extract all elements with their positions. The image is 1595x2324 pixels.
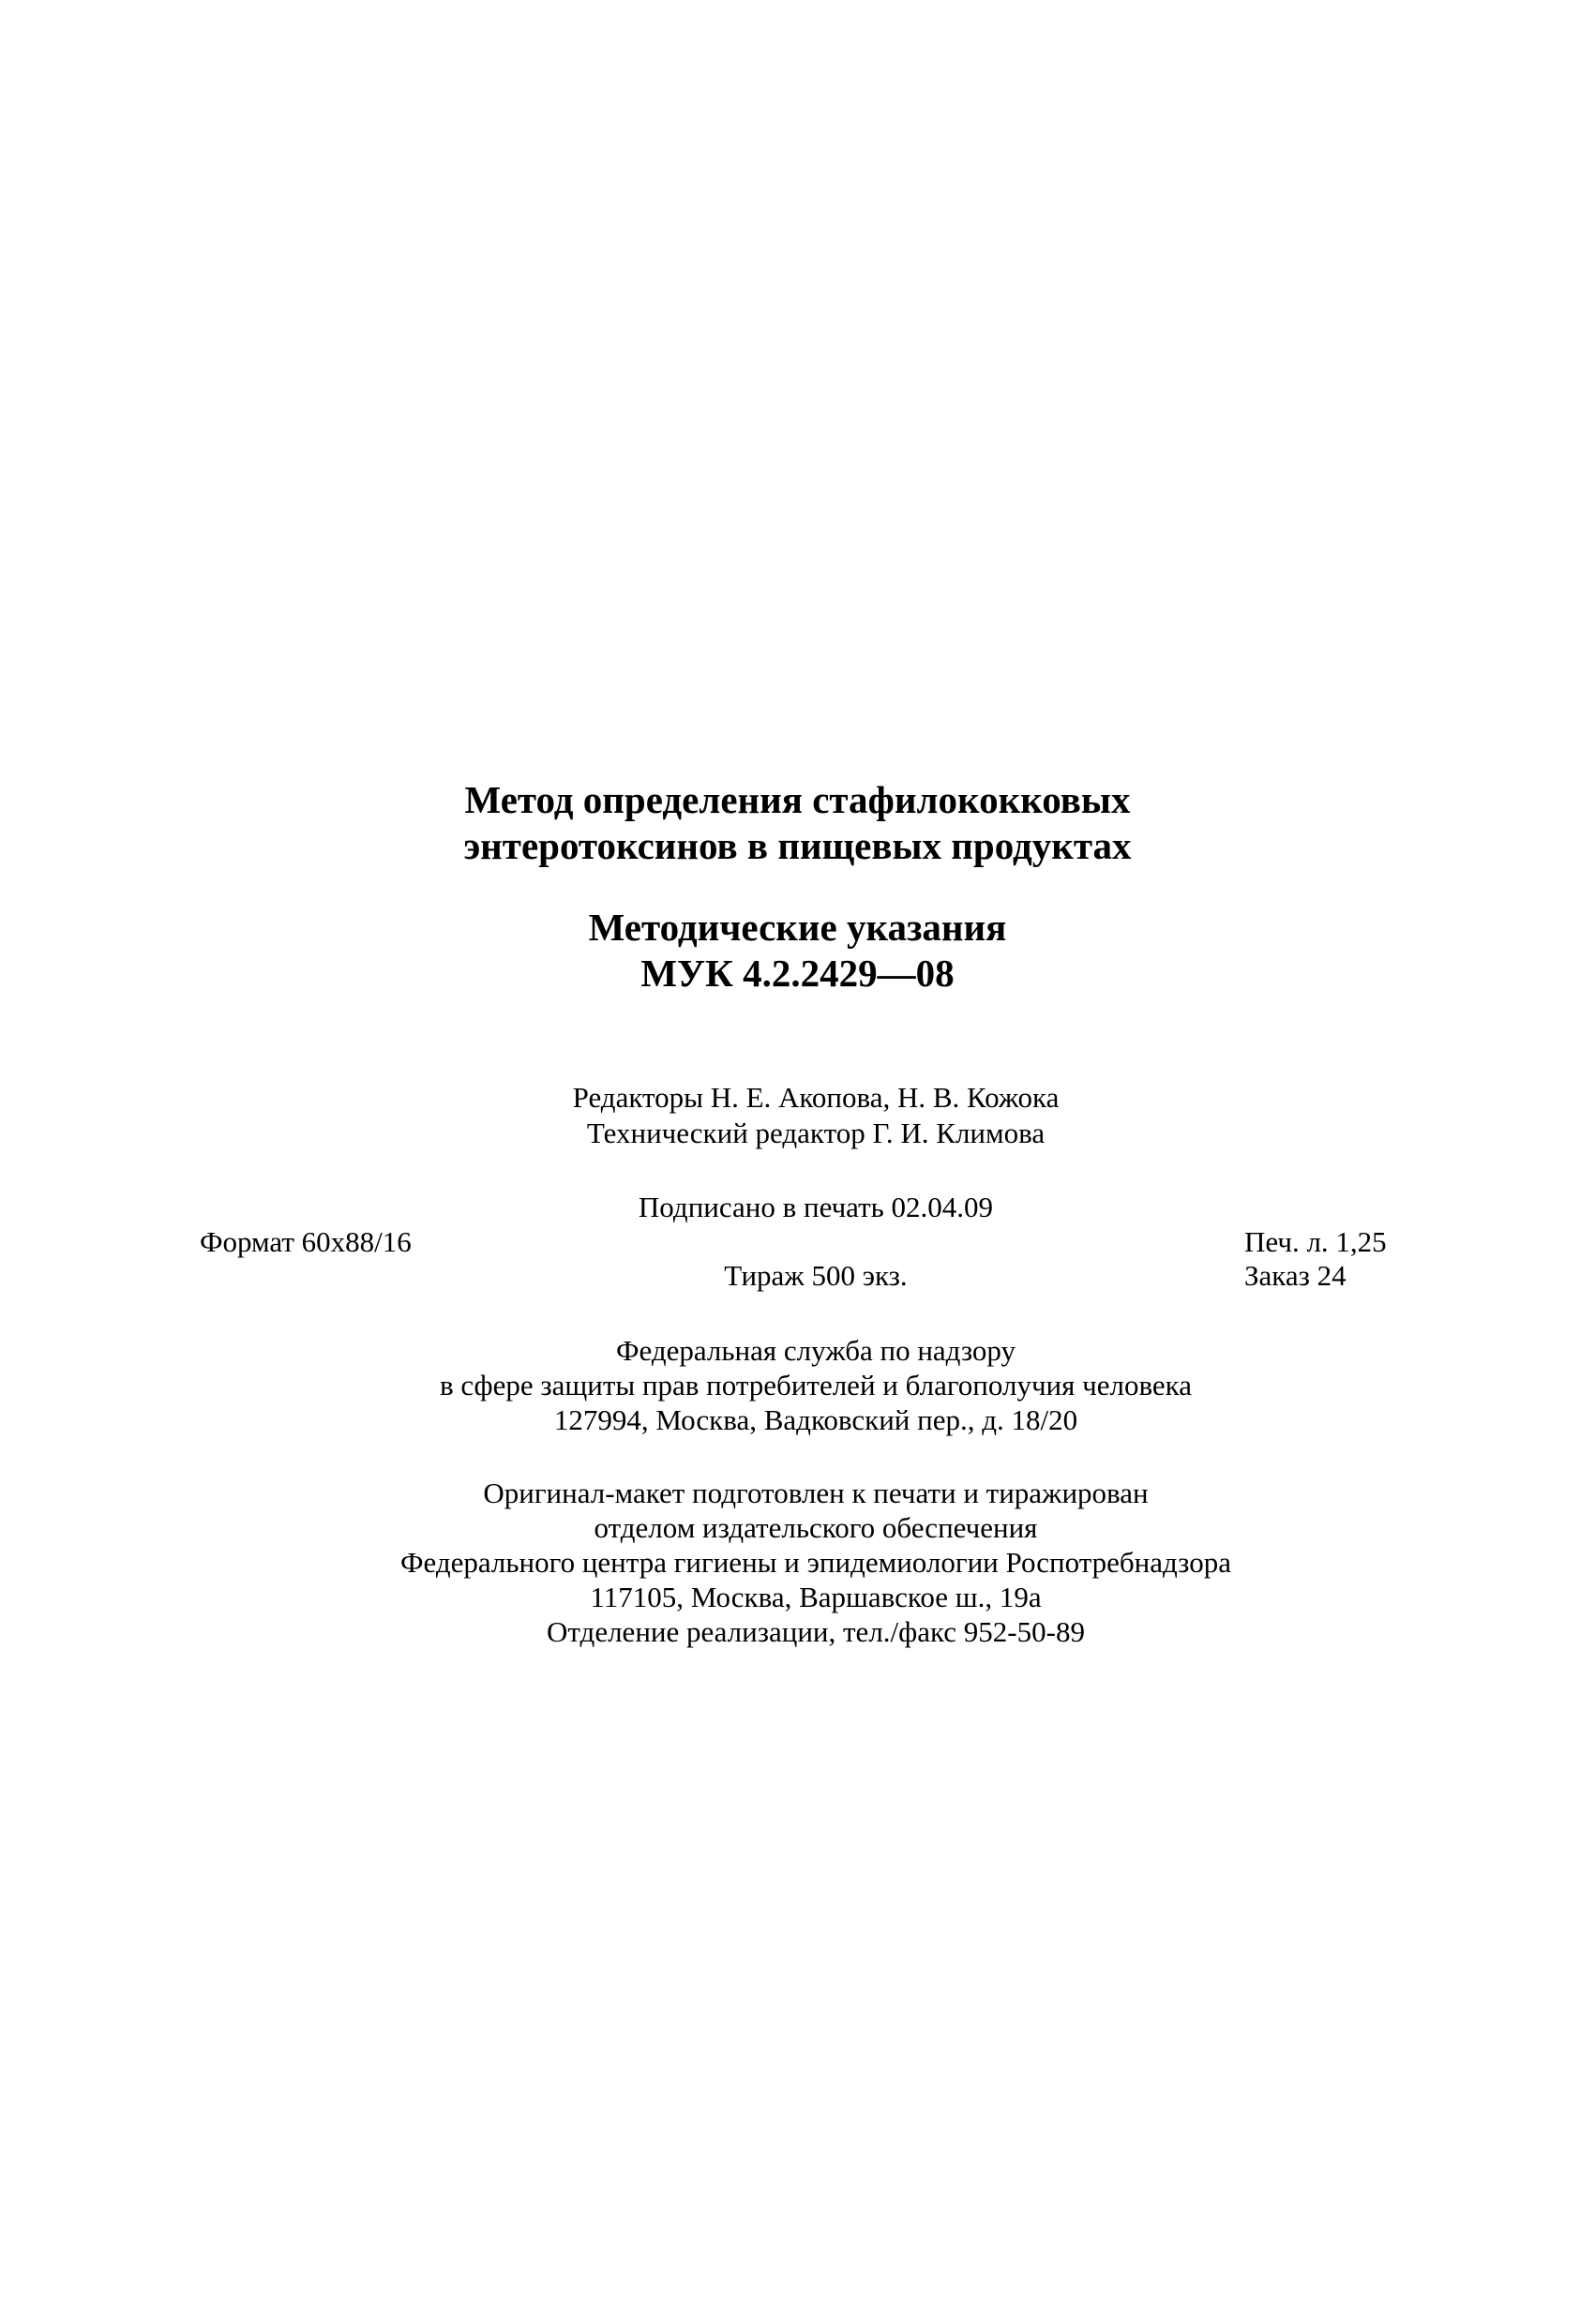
technical-editor-line: Технический редактор Г. И. Климова	[586, 1117, 1046, 1149]
document-title-line-1: Метод определения стафилококковых	[464, 778, 1131, 821]
document-title-line-2: энтеротоксинов в пищевых продуктах	[463, 824, 1132, 867]
producer-address: 117105, Москва, Варшавское ш., 19а	[590, 1581, 1042, 1613]
print-circulation: Тираж 500 экз.	[724, 1259, 908, 1292]
publisher-line-2: в сфере защиты прав потребителей и благополучия человека	[439, 1369, 1193, 1402]
producer-line-1: Оригинал-макет подготовлен к печати и тиражирован	[483, 1477, 1149, 1509]
document-code: МУК 4.2.2429—08	[640, 952, 955, 995]
producer-line-2: отделом издательского обеспечения	[594, 1511, 1038, 1544]
print-sheets: Печ. л. 1,25	[1244, 1225, 1387, 1258]
producer-sales-contact: Отделение реализации, тел./факс 952-50-89	[547, 1615, 1085, 1648]
print-format: Формат 60x88/16	[200, 1225, 412, 1258]
print-order: Заказ 24	[1244, 1259, 1347, 1292]
document-type: Методические указания	[588, 906, 1007, 949]
publisher-address: 127994, Москва, Вадковский пер., д. 18/20	[553, 1403, 1078, 1436]
editors-line: Редакторы Н. Е. Акопова, Н. В. Кожока	[572, 1081, 1060, 1114]
producer-line-3: Федерального центра гигиены и эпидемиологии Роспотребнадзора	[400, 1546, 1231, 1579]
publisher-line-1: Федеральная служба по надзору	[616, 1334, 1016, 1367]
signed-for-print: Подписано в печать 02.04.09	[638, 1191, 994, 1223]
